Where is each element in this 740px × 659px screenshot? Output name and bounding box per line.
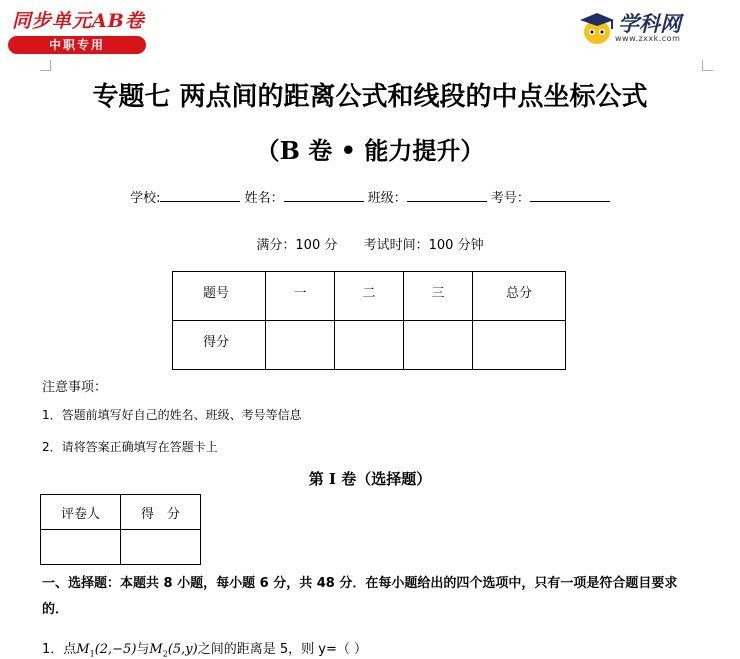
corner-mark-right: [702, 60, 713, 71]
school-label: 学校:: [130, 191, 161, 206]
student-info-line: [0, 187, 740, 206]
name-blank[interactable]: [284, 189, 364, 202]
class-label: 班级：: [367, 191, 407, 206]
grader-cell[interactable]: [41, 530, 121, 565]
full-marks: 满分：100 分: [256, 238, 338, 253]
grader-header: 评卷人: [41, 495, 121, 530]
point-m2: $M_2(5,y)$: [149, 642, 198, 659]
series-title: 同步单元AB卷: [12, 10, 145, 32]
score-table-header: 题号: [173, 272, 266, 321]
series-tag: 中职专用: [8, 36, 146, 54]
score-cell[interactable]: [473, 321, 566, 370]
grader-table: [40, 494, 201, 565]
score-row-label: 得分: [173, 321, 266, 370]
name-label: 姓名：: [244, 191, 284, 206]
score-table-header: 二: [335, 272, 404, 321]
page-title: 专题七 两点间的距离公式和线段的中点坐标公式: [92, 82, 648, 112]
score-table-header: 总分: [473, 272, 566, 321]
grader-score-cell[interactable]: [121, 530, 201, 565]
score-table-header: 一: [266, 272, 335, 321]
question-section-heading: 一、选择题：本题共 8 小题，每小题 6 分，共 48 分．在每小题给出的四个选项中，只有一项是符合题目要求的．: [42, 576, 678, 617]
exam-no-label: 考号：: [490, 191, 530, 206]
score-cell[interactable]: [404, 321, 473, 370]
score-header: 得 分: [121, 495, 201, 530]
notice-item: 2．请将答案正确填写在答题卡上: [42, 440, 218, 454]
exam-no-blank[interactable]: [530, 189, 610, 202]
school-blank[interactable]: [160, 189, 240, 202]
graduate-cap-icon: [578, 10, 616, 46]
question-1-prefix: 1．点: [42, 642, 77, 657]
point-m1: $M_1(2,-5)$: [76, 642, 137, 659]
class-blank[interactable]: [407, 189, 487, 202]
page-subtitle: （B 卷 • 能力提升）: [255, 136, 485, 165]
question-1: [42, 638, 367, 659]
score-info-line: [0, 234, 740, 253]
notice-item: 1．答题前填写好自己的姓名、班级、考号等信息: [42, 408, 302, 422]
score-cell[interactable]: [335, 321, 404, 370]
question-1-suffix: 之间的距离是 5，则 y=（ ）: [197, 642, 367, 657]
notice-title: 注意事项：: [42, 380, 108, 395]
logo-text: 学科网: [618, 12, 681, 36]
question-1-connector: 与: [136, 642, 150, 657]
score-table: [172, 271, 566, 370]
section-title: 第 I 卷（选择题）: [308, 470, 432, 488]
logo-url: www.zxxk.com: [615, 34, 681, 43]
corner-mark-left: [40, 60, 51, 71]
score-table-header: 三: [404, 272, 473, 321]
score-cell[interactable]: [266, 321, 335, 370]
exam-time: 考试时间：100 分钟: [363, 238, 484, 253]
